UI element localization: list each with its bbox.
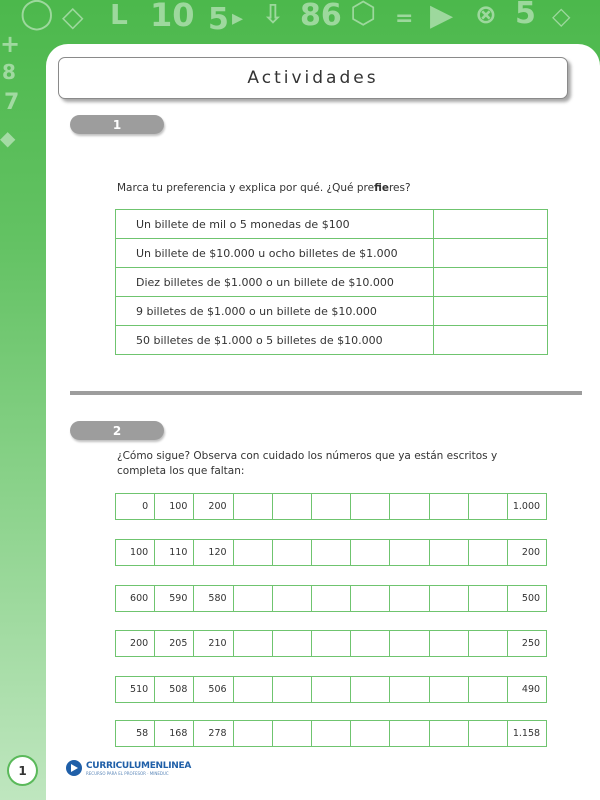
sequence-blank-cell[interactable] bbox=[312, 631, 351, 656]
sequence-number-cell: 250 bbox=[521, 638, 541, 649]
sequence-number-cell: 200 bbox=[194, 494, 233, 519]
option-text: 50 billetes de $1.000 o 5 billetes de $10.000 bbox=[116, 326, 434, 355]
sequence-row bbox=[115, 585, 547, 612]
title-banner bbox=[58, 57, 568, 99]
sequence-number-cell: 120 bbox=[194, 540, 233, 565]
answer-cell[interactable] bbox=[434, 268, 548, 297]
option-text: Diez billetes de $1.000 o un billete de $10.000 bbox=[116, 268, 434, 297]
section-divider bbox=[70, 391, 582, 395]
activity-2-badge: 2 bbox=[70, 421, 164, 440]
sequence-blank-cell[interactable] bbox=[430, 721, 469, 746]
sequence-blank-cell[interactable] bbox=[390, 540, 429, 565]
sequence-number-cell: 490 bbox=[521, 684, 541, 695]
logo-text: CURRICULUMENLINEA bbox=[86, 760, 192, 771]
sequence-blank-cell[interactable] bbox=[390, 586, 429, 611]
sequence-blank-cell[interactable] bbox=[312, 586, 351, 611]
publisher-logo bbox=[66, 760, 191, 776]
sequence-blank-cell[interactable] bbox=[469, 586, 508, 611]
sequence-blank-cell[interactable] bbox=[351, 631, 390, 656]
sequence-number-cell: 510 bbox=[116, 677, 155, 702]
sequence-blank-cell[interactable] bbox=[234, 677, 273, 702]
sequence-number-cell: 200 bbox=[116, 631, 155, 656]
sequence-blank-cell[interactable] bbox=[273, 721, 312, 746]
logo-subtext: RECURSO PARA EL PROFESOR · MINEDUC bbox=[86, 770, 169, 776]
sequence-blank-cell[interactable] bbox=[312, 721, 351, 746]
sequence-number-cell: 508 bbox=[155, 677, 194, 702]
sequence-blank-cell[interactable] bbox=[430, 677, 469, 702]
sequence-number-cell: 200 bbox=[521, 547, 541, 558]
sequence-number-cell: 58 bbox=[116, 721, 155, 746]
sequence-row bbox=[115, 539, 547, 566]
sequence-row bbox=[115, 720, 547, 747]
activity-1-instruction: Marca tu preferencia y explica por qué. ¿Qué prefieres? bbox=[117, 182, 411, 194]
numbers-decoration: ◯ ◇ L 10 5 ▸ ⇩ 86 ⬡ = ▶ ⊗ 5 ◇ + bbox=[0, 0, 571, 58]
sequence-number-cell: 506 bbox=[194, 677, 233, 702]
table-row bbox=[116, 268, 548, 297]
sequence-blank-cell[interactable] bbox=[234, 540, 273, 565]
sequence-blank-cell[interactable] bbox=[469, 540, 508, 565]
sequence-blank-cell[interactable] bbox=[430, 631, 469, 656]
activity-2-instruction: ¿Cómo sigue? Observa con cuidado los números que ya están escritos y completa los que faltan: bbox=[117, 450, 498, 477]
answer-cell[interactable] bbox=[434, 239, 548, 268]
sequence-blank-cell[interactable] bbox=[390, 677, 429, 702]
sequence-number-cell: 168 bbox=[155, 721, 194, 746]
sequence-number-cell: 1.158 bbox=[512, 728, 541, 739]
left-decoration: 8 7 ◆ bbox=[0, 60, 20, 150]
sequence-blank-cell[interactable] bbox=[430, 540, 469, 565]
answer-cell[interactable] bbox=[434, 326, 548, 355]
activity-1-badge: 1 bbox=[70, 115, 164, 134]
sequence-blank-cell[interactable] bbox=[312, 677, 351, 702]
sequence-blank-cell[interactable] bbox=[273, 494, 312, 519]
sequence-blank-cell[interactable] bbox=[351, 540, 390, 565]
sequence-number-cell: 580 bbox=[194, 586, 233, 611]
sequence-number-cell: 205 bbox=[155, 631, 194, 656]
preference-table bbox=[115, 209, 548, 355]
sequence-number-cell: 0 bbox=[116, 494, 155, 519]
sequence-blank-cell[interactable] bbox=[351, 677, 390, 702]
page-number: 1 bbox=[9, 757, 36, 784]
sequence-blank-cell[interactable] bbox=[351, 586, 390, 611]
sequence-number-cell: 590 bbox=[155, 586, 194, 611]
sequence-row bbox=[115, 676, 547, 703]
table-row bbox=[116, 210, 548, 239]
sequence-blank-cell[interactable] bbox=[234, 721, 273, 746]
table-row bbox=[116, 239, 548, 268]
sequence-blank-cell[interactable] bbox=[390, 494, 429, 519]
table-row bbox=[116, 326, 548, 355]
sequence-blank-cell[interactable] bbox=[234, 586, 273, 611]
sequence-blank-cell[interactable] bbox=[390, 721, 429, 746]
sequence-blank-cell[interactable] bbox=[469, 494, 508, 519]
sequence-blank-cell[interactable] bbox=[430, 586, 469, 611]
sequence-blank-cell[interactable] bbox=[312, 494, 351, 519]
sequence-row bbox=[115, 630, 547, 657]
answer-cell[interactable] bbox=[434, 210, 548, 239]
sequence-blank-cell[interactable] bbox=[273, 540, 312, 565]
page-title: Actividades bbox=[247, 68, 379, 88]
play-icon bbox=[66, 760, 82, 776]
sequence-blank-cell[interactable] bbox=[234, 631, 273, 656]
option-text: 9 billetes de $1.000 o un billete de $10.000 bbox=[116, 297, 434, 326]
sequence-blank-cell[interactable] bbox=[273, 586, 312, 611]
sequence-blank-cell[interactable] bbox=[351, 494, 390, 519]
option-text: Un billete de $10.000 u ocho billetes de $1.000 bbox=[116, 239, 434, 268]
sequence-blank-cell[interactable] bbox=[273, 677, 312, 702]
sequence-blank-cell[interactable] bbox=[234, 494, 273, 519]
sequence-blank-cell[interactable] bbox=[469, 631, 508, 656]
sequence-blank-cell[interactable] bbox=[430, 494, 469, 519]
sequence-number-cell: 278 bbox=[194, 721, 233, 746]
sequence-blank-cell[interactable] bbox=[469, 721, 508, 746]
sequence-blank-cell[interactable] bbox=[351, 721, 390, 746]
sequence-row bbox=[115, 493, 547, 520]
sequence-number-cell: 110 bbox=[155, 540, 194, 565]
sequence-number-cell: 600 bbox=[116, 586, 155, 611]
sequence-blank-cell[interactable] bbox=[469, 677, 508, 702]
sequence-number-cell: 210 bbox=[194, 631, 233, 656]
sequence-number-cell: 500 bbox=[521, 593, 541, 604]
option-text: Un billete de mil o 5 monedas de $100 bbox=[116, 210, 434, 239]
sequence-blank-cell[interactable] bbox=[273, 631, 312, 656]
sequence-number-cell: 100 bbox=[155, 494, 194, 519]
sequence-number-cell: 100 bbox=[116, 540, 155, 565]
answer-cell[interactable] bbox=[434, 297, 548, 326]
table-row bbox=[116, 297, 548, 326]
sequence-number-cell: 1.000 bbox=[512, 501, 541, 512]
sequence-blank-cell[interactable] bbox=[312, 540, 351, 565]
sequence-blank-cell[interactable] bbox=[390, 631, 429, 656]
